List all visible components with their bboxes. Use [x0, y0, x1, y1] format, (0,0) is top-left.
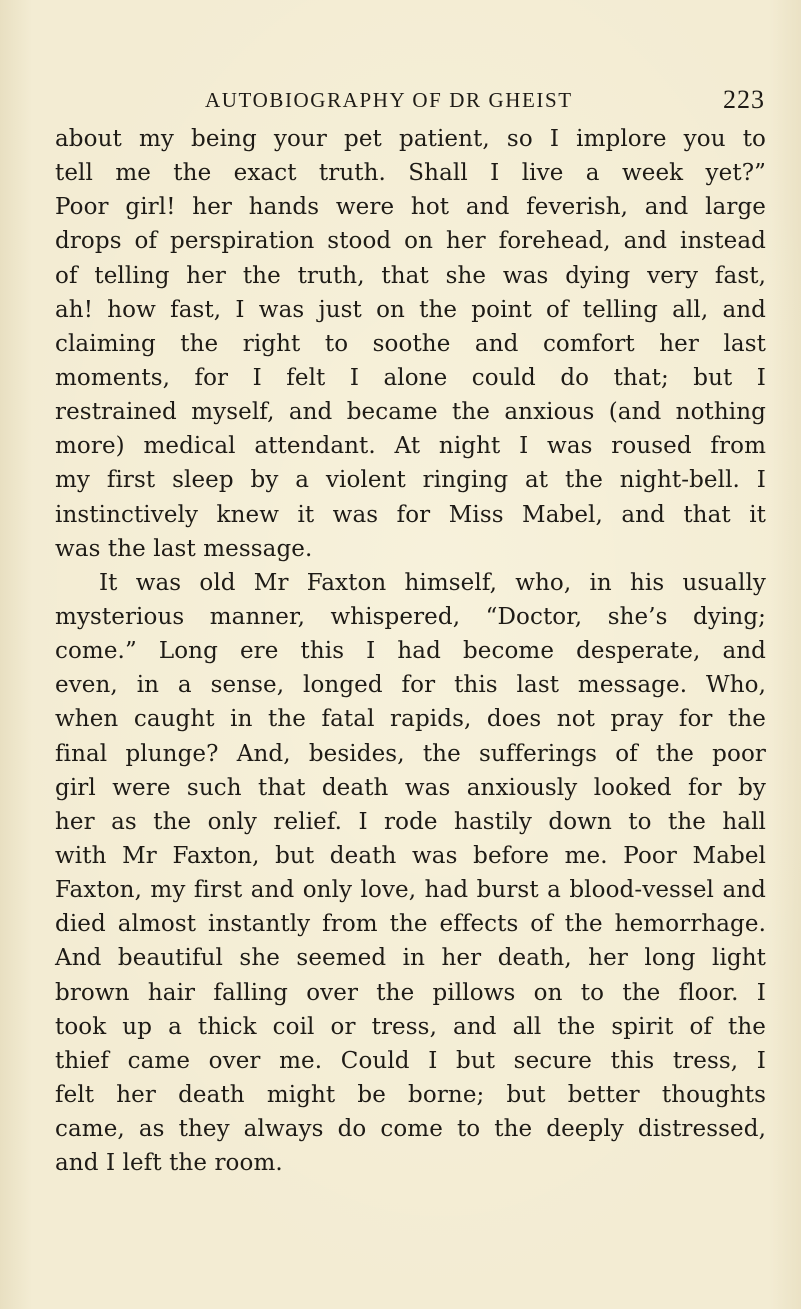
text-line: instinctively knew it was for Miss Mabel, and that it [55, 501, 766, 528]
running-title: AUTOBIOGRAPHY OF DR GHEIST [205, 88, 573, 112]
text-line: drops of perspiration stood on her forehead, and instead [55, 228, 766, 255]
text-line: of telling her the truth, that she was dying very fast, [55, 262, 766, 289]
text-line: even, in a sense, longed for this last message. Who, [55, 672, 766, 699]
text-line: girl were such that death was anxiously looked for by [55, 774, 766, 801]
running-header [55, 85, 765, 114]
text-line: Faxton, my first and only love, had burst a blood-vessel and [55, 877, 766, 904]
text-line: thief came over me. Could I but secure this tress, I [55, 1047, 766, 1074]
text-line: her as the only relief. I rode hastily down to the hall [55, 808, 766, 835]
text-line: claiming the right to soothe and comfort her last [55, 330, 766, 357]
text-line: about my being your pet patient, so I implore you to [55, 126, 766, 152]
body-text [55, 122, 766, 1180]
page-number: 223 [723, 85, 765, 114]
paragraph-start-line: It was old Mr Faxton himself, who, in his usually [99, 569, 766, 596]
text-line: more) medical attendant. At night I was roused from [55, 433, 766, 460]
text-line: come.” Long ere this I had become desperate, and [55, 638, 766, 665]
text-line: ah! how fast, I was just on the point of telling all, and [55, 296, 766, 323]
text-line: tell me the exact truth. Shall I live a week yet?” [55, 160, 766, 187]
text-line: mysterious manner, whispered, “Doctor, she’s dying; [55, 603, 766, 630]
text-line: came, as they always do come to the deeply distressed, [55, 1116, 766, 1143]
text-line: Poor girl! her hands were hot and feverish, and large [55, 194, 766, 221]
text-line: when caught in the fatal rapids, does not pray for the [55, 706, 766, 733]
paragraph-end-line: and I left the room. [55, 1150, 283, 1177]
text-line: died almost instantly from the effects of the hemorrhage. [55, 911, 766, 938]
text-line: restrained myself, and became the anxious (and nothing [55, 399, 766, 426]
text-line: brown hair falling over the pillows on to the floor. I [55, 979, 766, 1006]
text-line: And beautiful she seemed in her death, her long light [55, 945, 766, 972]
text-line: with Mr Faxton, but death was before me. Poor Mabel [55, 842, 766, 869]
text-line: felt her death might be borne; but better thoughts [55, 1081, 766, 1108]
paragraph-end-line: was the last message. [55, 535, 313, 562]
text-line: took up a thick coil or tress, and all the spirit of the [55, 1013, 766, 1040]
text-line: moments, for I felt I alone could do that; but I [55, 364, 766, 391]
text-line: my first sleep by a violent ringing at the night-bell. I [55, 467, 766, 494]
text-line: final plunge? And, besides, the sufferings of the poor [55, 740, 766, 767]
